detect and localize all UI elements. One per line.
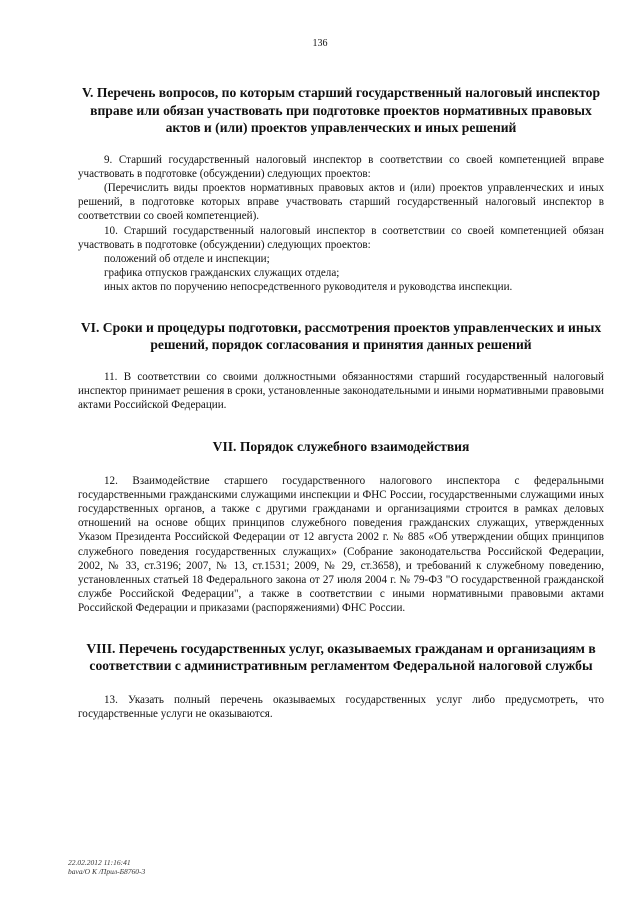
paragraph-12: 12. Взаимодействие старшего государственного налогового инспектора с федеральными государственными гражданскими служащими инспекции и ФНС России, государственными служащими иных государственных органов, а также с другими гражданами и организациями строится в рамках деловых отношений на основе общих принципов служебного поведения гражданских служащих, утвержденных Указом Президента Российской Федерации от 12 августа 2002 г. № 885 «Об утверждении общих принципов служебного поведения государственных служащих» (Собрание законодательства Российской Федерации, 2002, № 33, ст.3196; 2007, № 13, ст.1531; 2009, № 29, ст.3658), и требований к служебному поведению, установленных статьей 18 Федерального закона от 27 июля 2004 г. № 79-ФЗ "О государственной гражданской службе Российской Федерации", а также в соответствии с иными нормативными правовыми актами Российской Федерации и приказами (распоряжениями) ФНС России. xyxy=(78,474,604,615)
list-item: положений об отделе и инспекции; xyxy=(104,252,270,265)
document-footer xyxy=(68,858,145,876)
section-vii-heading: VII. Порядок служебного взаимодействия xyxy=(212,439,470,455)
section-v xyxy=(78,84,604,295)
list-item: иных актов по поручению непосредственного руководителя и руководства инспекции. xyxy=(104,281,513,294)
document-body xyxy=(78,84,604,721)
footer-file-reference: bava/O K /Прил-Б8760-3 xyxy=(68,867,146,876)
section-viii-heading: VIII. Перечень государственных услуг, оказываемых гражданам и организациям в соответствии с административным регламентом Федеральной налоговой службы xyxy=(86,640,596,674)
page-number: 136 xyxy=(312,38,328,49)
section-viii xyxy=(78,640,604,721)
paragraph-9: 9. Старший государственный налоговый инспектор в соответствии со своей компетенцией вправе участвовать в подготовке (обсуждении) следующих проектов: xyxy=(78,153,604,180)
paragraph-9-note: (Перечислить виды проектов нормативных правовых актов и (или) проектов управленческих и иных решений, в подготовке которых вправе участвовать старший государственный налоговый инспектор в соответствии со своей компетенцией). xyxy=(78,181,604,223)
paragraph-11: 11. В соответствии со своими должностными обязанностями старший государственный налоговый инспектор принимает решения в сроки, установленные законодательными и иными нормативными правовыми актами Российской Федерации. xyxy=(78,370,604,411)
footer-timestamp: 22.02.2012 11:16:41 xyxy=(68,858,131,867)
section-vii xyxy=(78,438,604,616)
section-vi xyxy=(78,319,604,413)
paragraph-13: 13. Указать полный перечень оказываемых государственных услуг либо предусмотреть, что государственные услуги не оказываются. xyxy=(78,693,604,720)
paragraph-10: 10. Старший государственный налоговый инспектор в соответствии со своей компетенцией обязан участвовать в подготовке (обсуждении) следующих проектов: xyxy=(78,224,604,251)
list-item: графика отпусков гражданских служащих отдела; xyxy=(104,267,340,280)
section-v-heading: V. Перечень вопросов, по которым старший государственный налоговый инспектор вправе или обязан участвовать при подготовке проектов нормативных правовых актов и (или) проектов управленческих и иных решений xyxy=(81,85,601,135)
section-vi-heading: VI. Сроки и процедуры подготовки, рассмотрения проектов управленческих и иных решений, порядок согласования и принятия данных решений xyxy=(80,319,602,353)
